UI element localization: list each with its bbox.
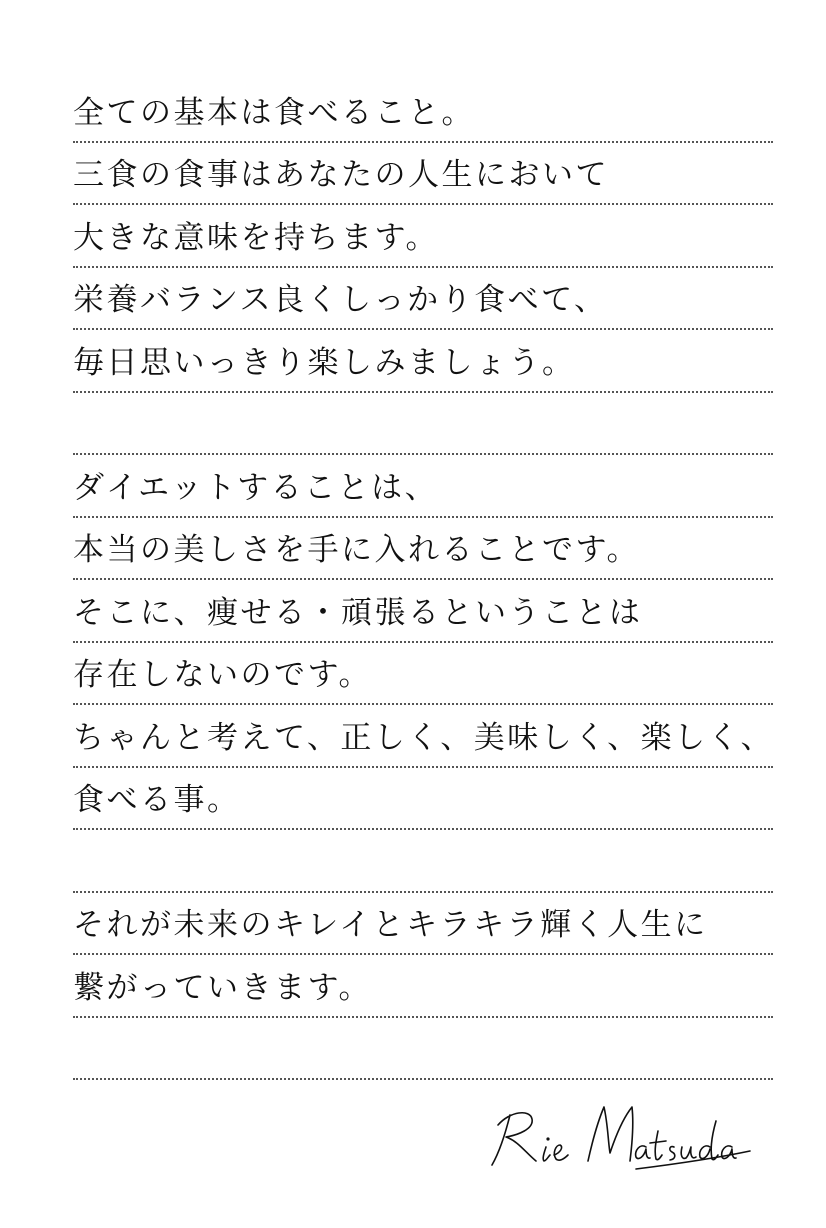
ruled-line xyxy=(73,955,773,1018)
ruled-line xyxy=(73,330,773,393)
letter-line: 本当の美しさを手に入れることです。 xyxy=(73,532,641,568)
ruled-line xyxy=(73,643,773,706)
ruled-line xyxy=(73,205,773,268)
letter-line: 栄養バランス良くしっかり食べて、 xyxy=(73,282,608,318)
ruled-line xyxy=(73,393,773,456)
letter-body xyxy=(0,80,826,1080)
ruled-line xyxy=(73,518,773,581)
letter-line: ちゃんと考えて、正しく、美味しく、楽しく、 xyxy=(73,719,775,756)
letter-line: 存在しないのです。 xyxy=(73,657,373,693)
letter-line: 大きな意味を持ちます。 xyxy=(73,219,440,256)
letter-line: ダイエットすることは、 xyxy=(73,469,439,506)
letter-line: 毎日思いっきり楽しみましょう。 xyxy=(73,344,576,381)
ruled-line xyxy=(73,830,773,893)
ruled-line xyxy=(73,768,773,831)
ruled-line xyxy=(73,80,773,143)
letter-line: 全ての基本は食べること。 xyxy=(73,94,475,131)
ruled-line xyxy=(73,580,773,643)
ruled-line xyxy=(73,705,773,768)
ruled-line xyxy=(73,143,773,206)
letter-line: 食べる事。 xyxy=(73,782,241,818)
letter-line: それが未来のキレイとキラキラ輝く人生に xyxy=(73,907,708,943)
ruled-line xyxy=(73,1018,773,1081)
letter-line: そこに、痩せる・頑張るということは xyxy=(73,594,643,631)
handwritten-signature xyxy=(484,1095,754,1175)
ruled-line xyxy=(73,455,773,518)
letter-line: 繋がっていきます。 xyxy=(73,969,373,1006)
letter-line: 三食の食事はあなたの人生において xyxy=(73,157,609,193)
ruled-line xyxy=(73,268,773,331)
ruled-line xyxy=(73,893,773,956)
